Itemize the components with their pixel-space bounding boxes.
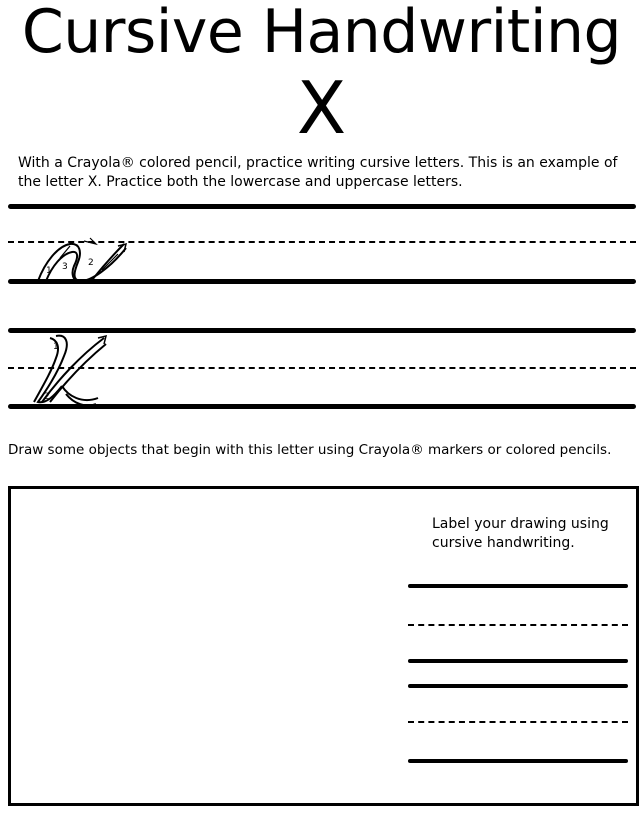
lowercase-stroke-number: 3 [62, 262, 68, 272]
lowercase-stroke-number: 1 [46, 266, 52, 276]
featured-letter: X [296, 66, 347, 150]
uppercase-stroke-number: 2 [44, 392, 50, 402]
uppercase-stroke-number: 1 [53, 342, 59, 352]
label-base-line-1[interactable] [408, 659, 628, 663]
label-mid-dashed-line-1[interactable] [408, 624, 628, 626]
label-instructions: Label your drawing using cursive handwriting. [432, 516, 609, 551]
label-mid-dashed-line-2[interactable] [408, 721, 628, 723]
worksheet-title: Cursive Handwriting [21, 0, 622, 67]
label-base-line-2[interactable] [408, 759, 628, 763]
label-top-line-2[interactable] [408, 684, 628, 688]
drawing-instructions: Draw some objects that begin with this letter using Crayola® markers or colored pencils. [8, 442, 612, 458]
lowercase-stroke-number: 2 [88, 258, 94, 268]
instructions-text: With a Crayola® colored pencil, practice writing cursive letters. This is an example of the letter X. Practice both the lowercase and uppercase letters. [18, 155, 618, 190]
label-top-line-1[interactable] [408, 584, 628, 588]
